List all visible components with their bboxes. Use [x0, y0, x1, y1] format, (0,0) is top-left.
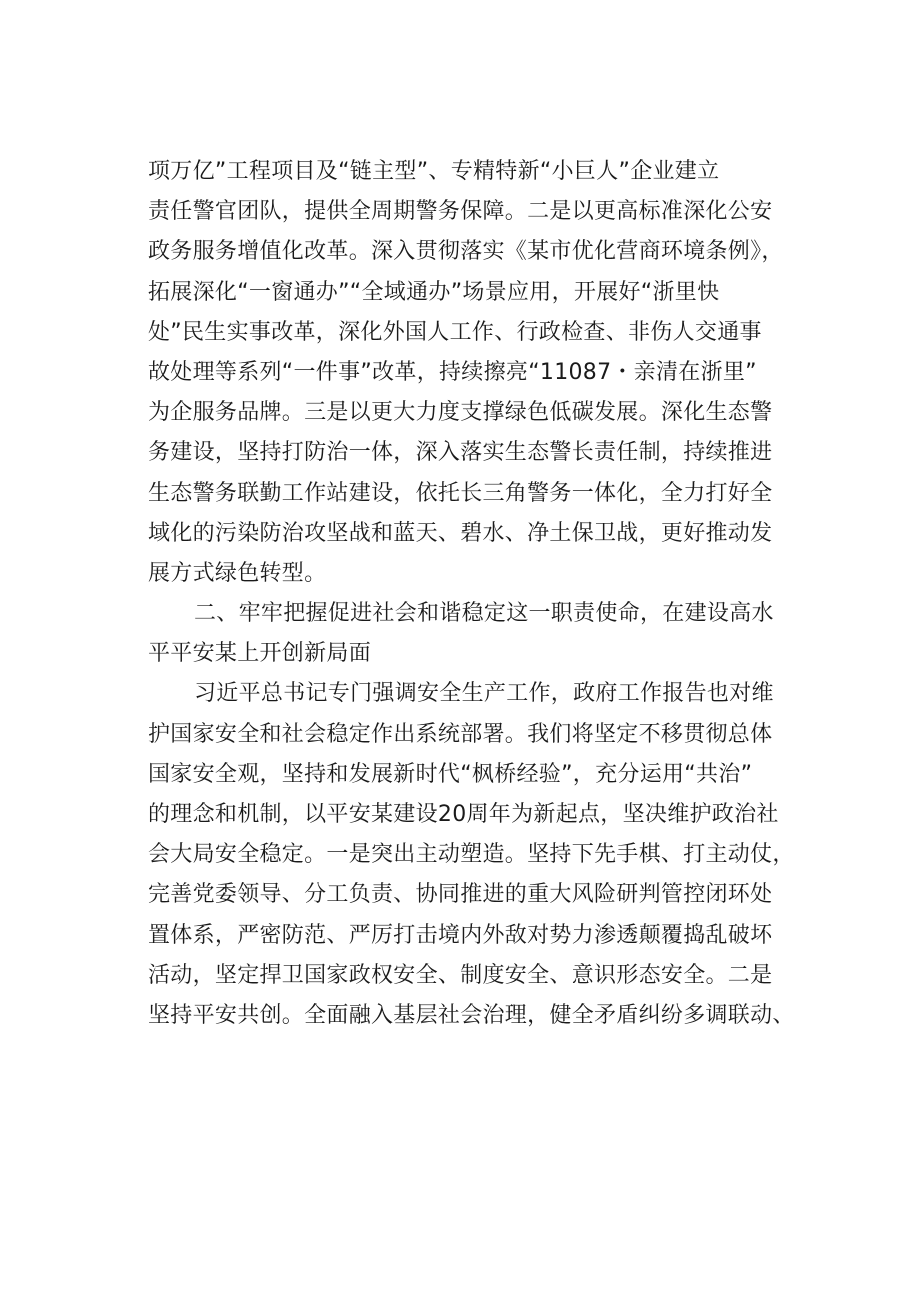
text-line: 活动，坚定捍卫国家政权安全、制度安全、意识形态安全。二是 [148, 962, 773, 988]
heading-line: 二、牢牢把握促进社会和谐稳定这一职责使命，在建设高水 [194, 601, 774, 627]
text-line: 为企服务品牌。三是以更大力度支撑绿色低碳发展。深化生态警 [148, 400, 773, 426]
text-line: 置体系，严密防范、严厉打击境内外敌对势力渗透颠覆捣乱破坏 [148, 922, 773, 948]
text-line: 坚持平安共创。全面融入基层社会治理，健全矛盾纠纷多调联动、 [148, 1002, 795, 1028]
text-line: 的理念和机制，以平安某建设20周年为新起点，坚决维护政治社 [148, 802, 779, 827]
text-line: 责任警官团队，提供全周期警务保障。二是以更高标准深化公安 [148, 199, 773, 225]
heading-line: 平平安某上开创新局面 [148, 641, 372, 667]
text-line: 国家安全观，坚持和发展新时代“枫桥经验”，充分运用“共治” [148, 761, 753, 787]
text-line: 完善党委领导、分工负责、协同推进的重大风险研判管控闭环处 [148, 882, 773, 908]
text-line: 展方式绿色转型。 [148, 560, 327, 586]
text-line: 项万亿”工程项目及“链主型”、专精特新“小巨人”企业建立 [148, 159, 720, 184]
text-line: 处”民生实事改革，深化外国人工作、行政检查、非伤人交通事 [148, 319, 762, 345]
text-line: 域化的污染防治攻坚战和蓝天、碧水、净土保卫战，更好推动发 [148, 520, 773, 546]
text-line: 拓展深化“一窗通办”“全域通办”场景应用，开展好“浙里快 [148, 279, 720, 305]
text-line: 习近平总书记专门强调安全生产工作，政府工作报告也对维 [194, 681, 774, 707]
document-body [148, 152, 808, 1036]
text-line: 生态警务联勤工作站建设，依托长三角警务一体化，全力打好全 [148, 480, 773, 506]
text-line: 会大局安全稳定。一是突出主动塑造。坚持下先手棋、打主动仗， [148, 842, 795, 868]
text-line: 政务服务增值化改革。深入贯彻落实《某市优化营商环境条例》， [148, 239, 784, 265]
paragraph-3 [148, 674, 808, 1036]
text-line: 护国家安全和社会稳定作出系统部署。我们将坚定不移贯彻总体 [148, 721, 773, 747]
text-line: 故处理等系列“一件事”改革，持续擦亮“11087・亲清在浙里” [148, 359, 757, 385]
section-heading-2 [148, 594, 808, 674]
text-line: 务建设，坚持打防治一体，深入落实生态警长责任制，持续推进 [148, 440, 773, 466]
paragraph-1 [148, 152, 808, 594]
